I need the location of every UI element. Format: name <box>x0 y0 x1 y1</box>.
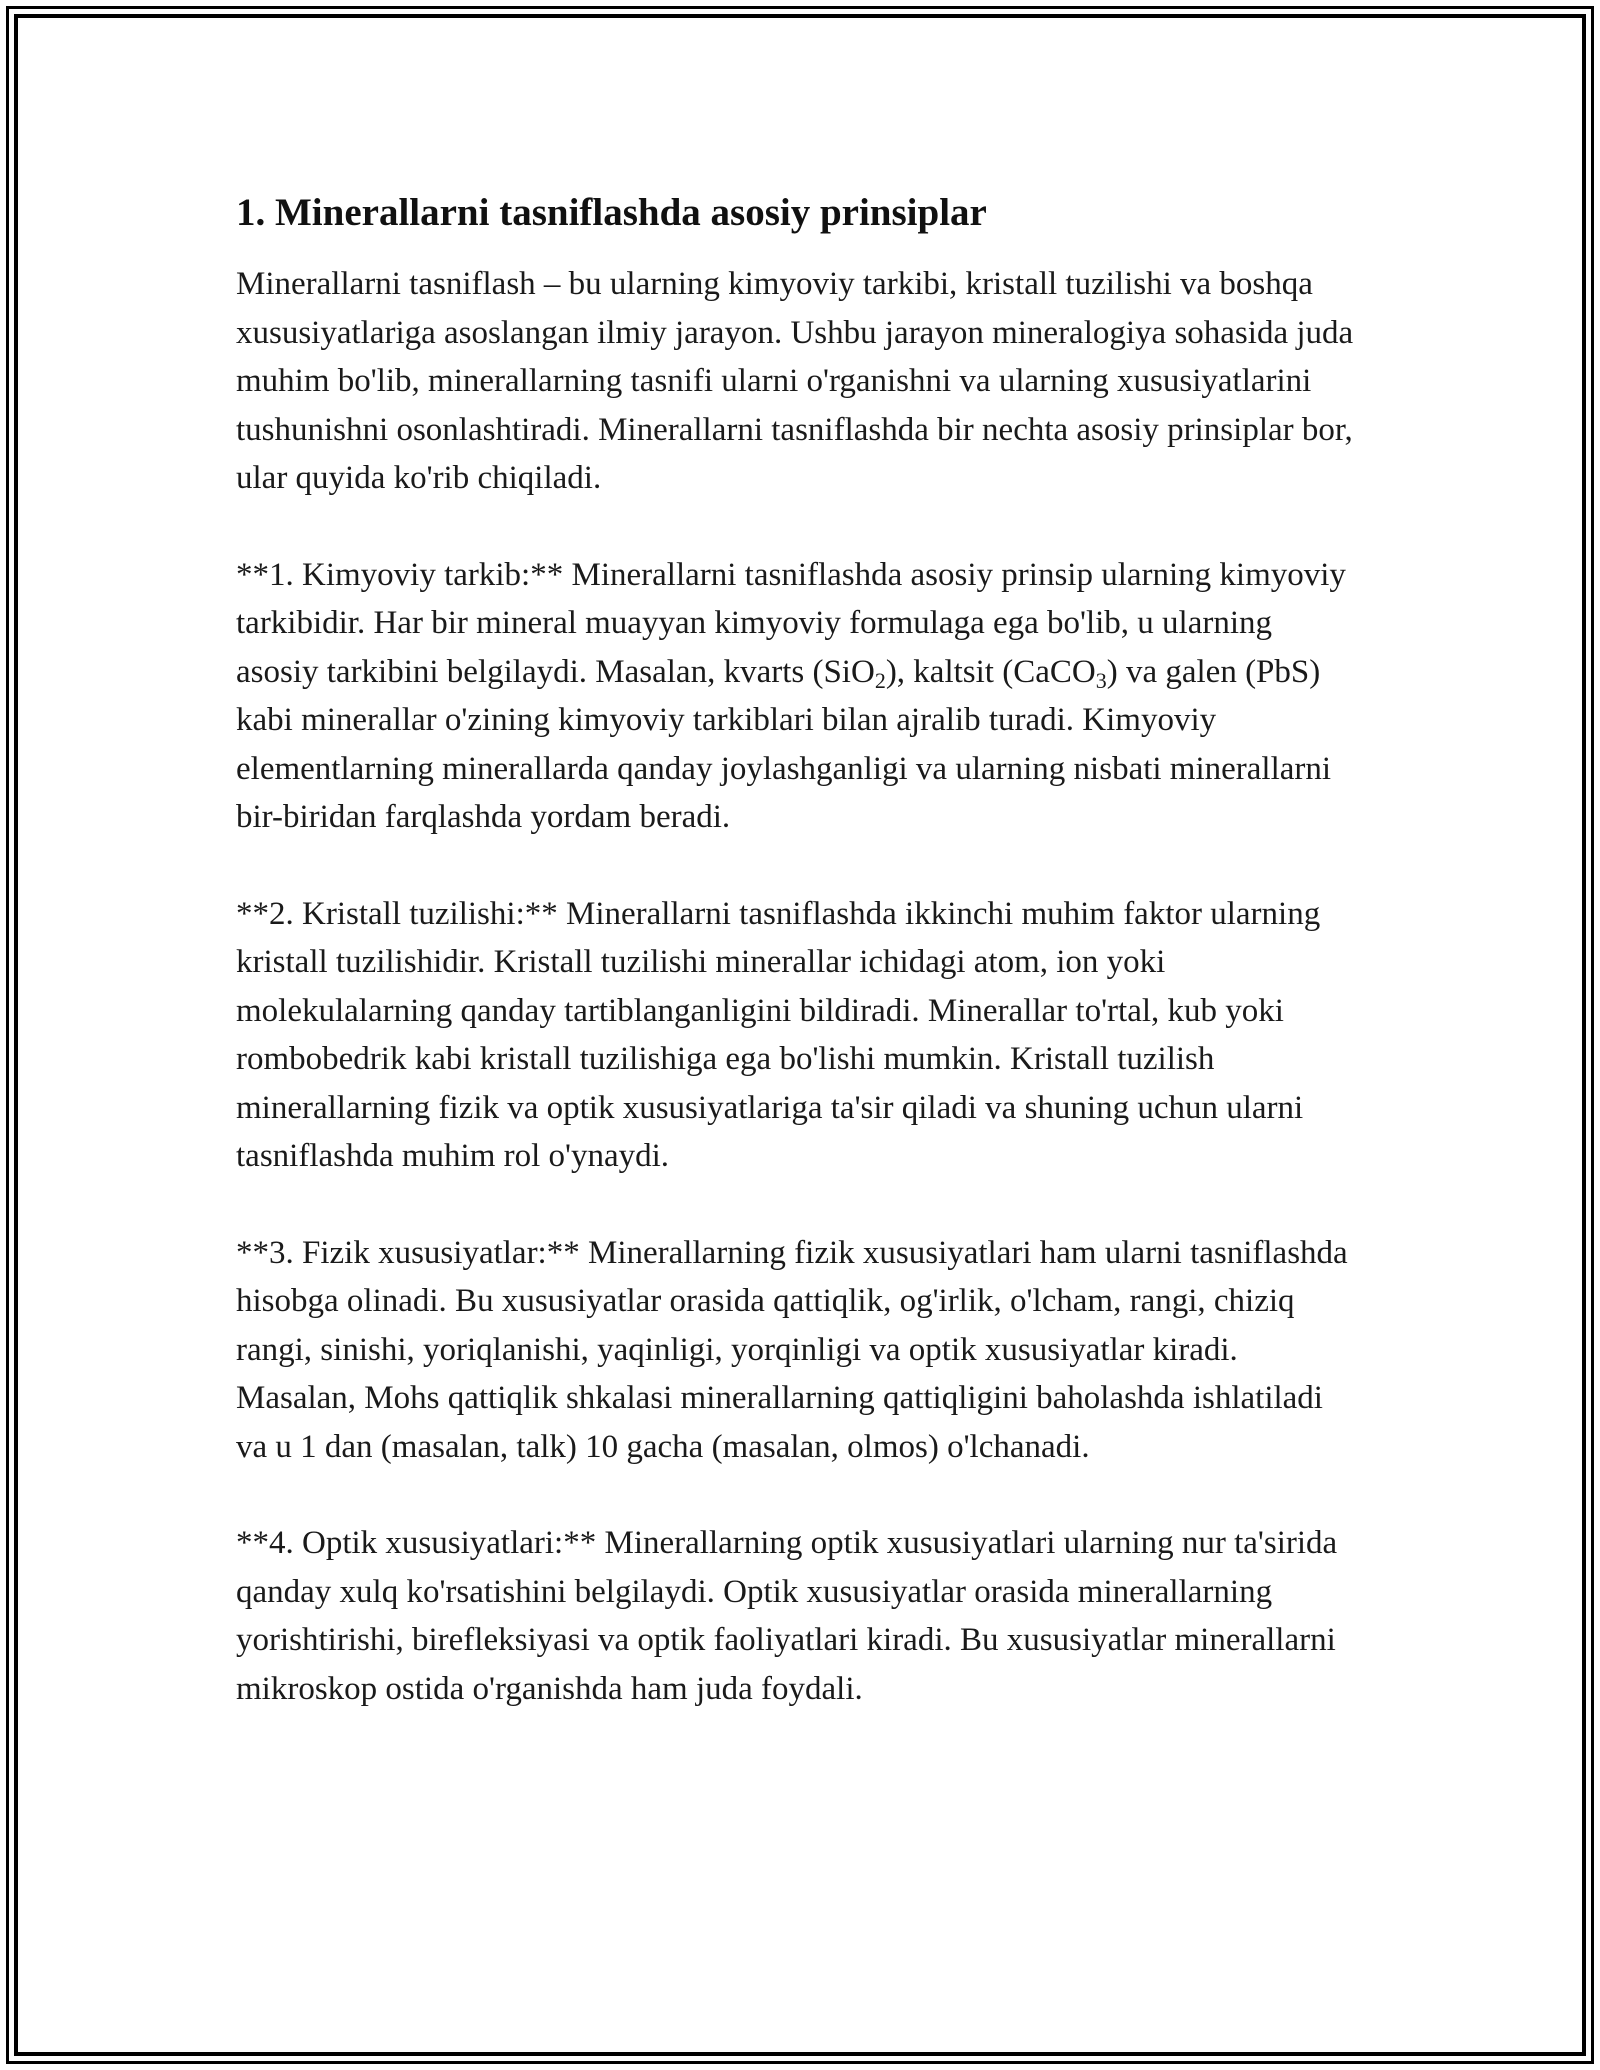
paragraph-text: ), kaltsit (CaCO <box>885 653 1096 690</box>
subscript: 3 <box>1095 667 1107 693</box>
paragraph-physical-properties: **3. Fizik xususiyatlar:** Minerallarning fizik xususiyatlari ham ularni tasniflashda hisobga olinadi. Bu xususiyatlar orasida qattiqlik, og'irlik, o'lcham, rangi, chiziq rangi, sinishi, yoriqlanishi, yaqinligi, yorqinligi va optik xususiyatlar kiradi. Masalan, Mohs qattiqlik shkalasi minerallarning qattiqligini baholashda ishlatiladi va u 1 dan (masalan, talk) 10 gacha (masalan, olmos) o'lchanadi. <box>236 1234 1348 1465</box>
section-heading: 1. Minerallarni tasniflashda asosiy prinsiplar <box>236 191 987 234</box>
paragraph-crystal-structure: **2. Kristall tuzilishi:** Minerallarni tasniflashda ikkinchi muhim faktor ularning kristall tuzilishidir. Kristall tuzilishi minerallar ichidagi atom, ion yoki molekulalarning qanday tartiblanganligini bildiradi. Minerallar to'rtal, kub yoki rombobedrik kabi kristall tuzilishiga ega bo'lishi mumkin. Kristall tuzilish minerallarning fizik va optik xususiyatlariga ta'sir qiladi va shuning uchun ularni tasniflashda muhim rol o'ynaydi. <box>236 895 1321 1174</box>
paragraph-text: ) va galen (PbS) kabi minerallar o'zining kimyoviy tarkiblari bilan ajralib turadi. Kimyoviy elementlarning minerallarda qanday joylashganligi va ularning nisbati minerallarni bir-biridan farqlashda yordam beradi. <box>236 653 1332 835</box>
document-body <box>236 188 1356 1761</box>
paragraph-text: **1. Kimyoviy tarkib:** Minerallarni tasniflashda asosiy prinsip ularning kimyoviy tarkibidir. Har bir mineral muayyan kimyoviy formulaga ega bo'lib, u ularning asosiy tarkibini belgilaydi. Masalan, kvarts (SiO <box>236 556 1346 690</box>
subscript: 2 <box>874 667 886 693</box>
paragraph-chemical-composition <box>236 551 1356 842</box>
paragraph-optical-properties: **4. Optik xususiyatlari:** Minerallarning optik xususiyatlari ularning nur ta'sirida qanday xulq ko'rsatishini belgilaydi. Optik xususiyatlar orasida minerallarning yorishtirishi, birefleksiyasi va optik faoliyatlari kiradi. Bu xususiyatlar minerallarni mikroskop ostida o'rganishda ham juda foydali. <box>236 1525 1338 1707</box>
intro-paragraph: Minerallarni tasniflash – bu ularning kimyoviy tarkibi, kristall tuzilishi va boshqa xususiyatlariga asoslangan ilmiy jarayon. Ushbu jarayon mineralogiya sohasida juda muhim bo'lib, minerallarning tasnifi ularni o'rganishni va ularning xususiyatlarini tushunishni osonlashtiradi. Minerallarni tasniflashda bir nechta asosiy prinsiplar bor, ular quyida ko'rib chiqiladi. <box>236 266 1354 496</box>
